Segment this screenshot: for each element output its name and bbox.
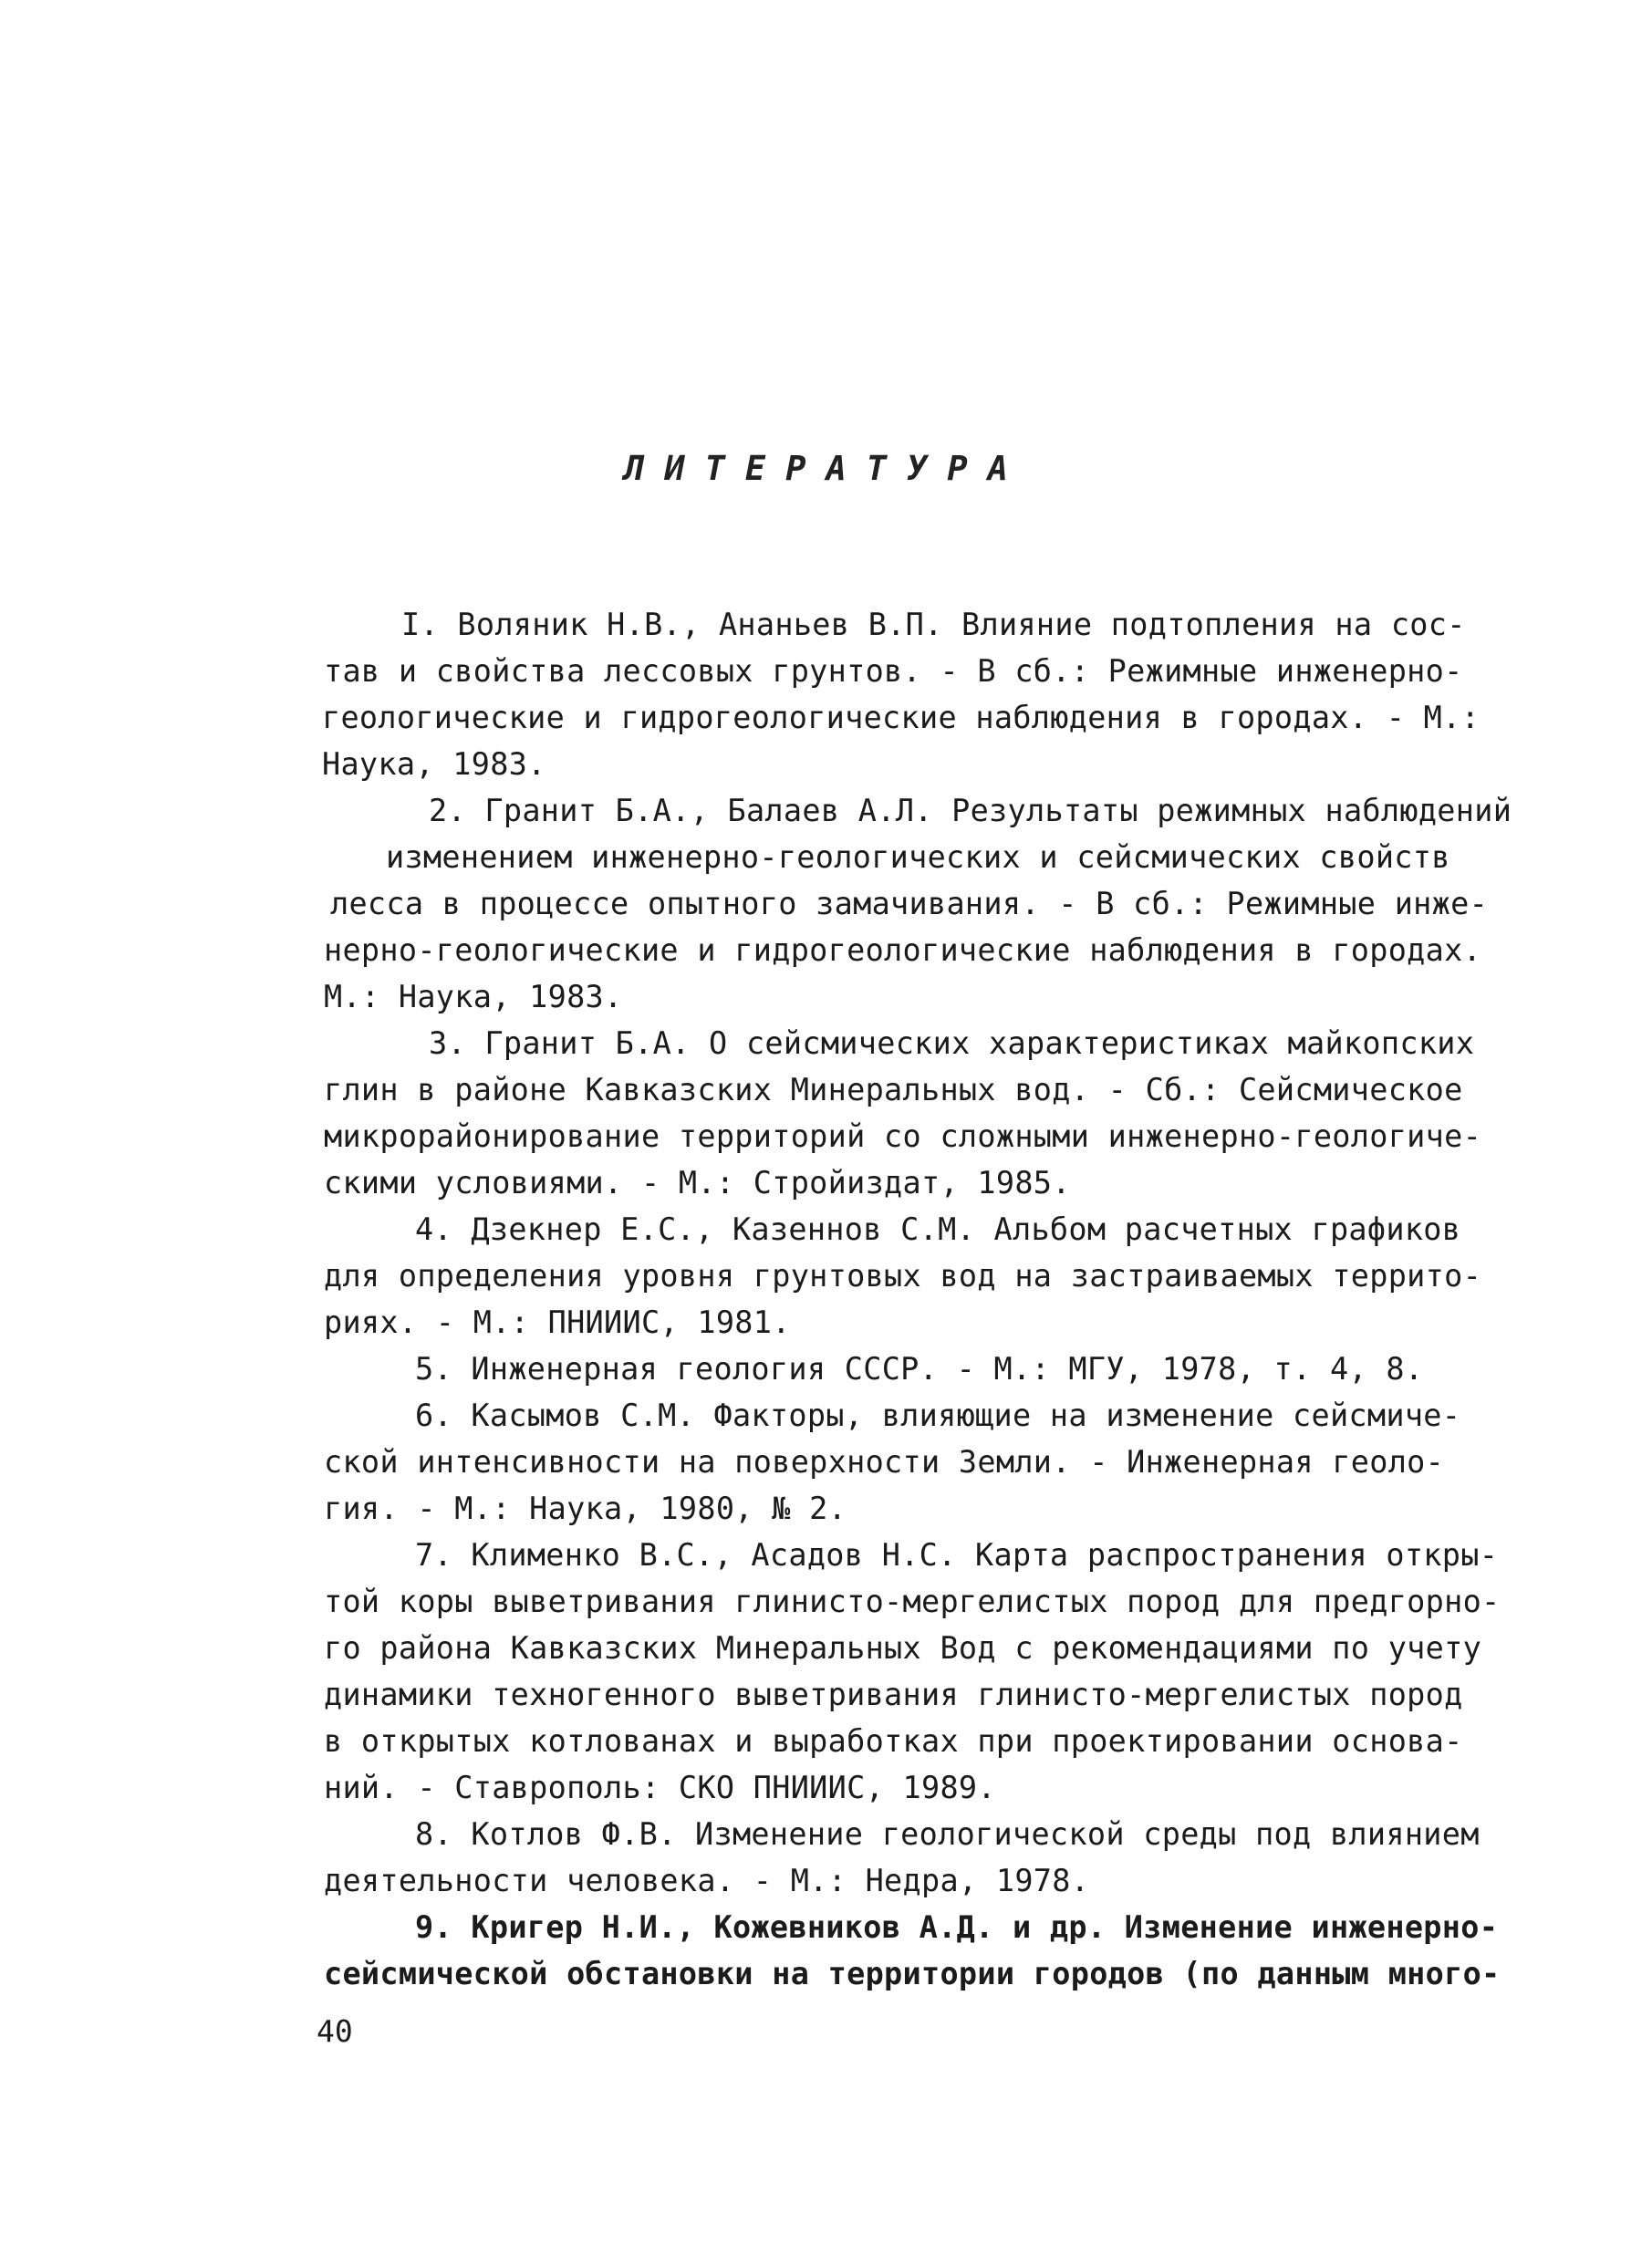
page-number: 40 xyxy=(317,2013,353,2049)
ref-line: для определения уровня грунтовых вод на застраиваемых террито- xyxy=(324,1258,1482,1294)
page-title: ЛИТЕРАТУРА xyxy=(624,449,1028,488)
ref-line: Наука, 1983. xyxy=(322,746,546,782)
ref-line: в открытых котлованах и выработках при проектировании основа- xyxy=(324,1723,1463,1759)
ref-line: той коры выветривания глинисто-мергелистых пород для предгорно- xyxy=(324,1584,1501,1619)
ref-line: сейсмической обстановки на территории городов (по данным много- xyxy=(324,1956,1501,1991)
ref-line: риях. - М.: ПНИИИС, 1981. xyxy=(324,1305,791,1340)
ref-line: глин в районе Кавказских Минеральных вод. - Сб.: Сейсмическое xyxy=(324,1072,1463,1107)
ref-line: лесса в процессе опытного замачивания. - В сб.: Режимные инже- xyxy=(330,886,1489,921)
ref-line: го района Кавказских Минеральных Вод с рекомендациями по учету xyxy=(324,1630,1482,1666)
ref-line: 7. Клименко В.С., Асадов Н.С. Карта распространения откры- xyxy=(415,1537,1499,1573)
ref-line: М.: Наука, 1983. xyxy=(324,979,623,1014)
ref-line: I. Воляник Н.В., Ананьев В.П. Влияние подтопления на сос- xyxy=(401,607,1466,642)
ref-line: гия. - М.: Наука, 1980, № 2. xyxy=(324,1491,847,1526)
ref-line: 3. Гранит Б.А. О сейсмических характеристиках майкопских xyxy=(429,1025,1475,1061)
ref-line: нерно-геологические и гидрогеологические наблюдения в городах. xyxy=(324,932,1482,968)
ref-line: тав и свойства лессовых грунтов. - В сб.: Режимные инженерно- xyxy=(324,653,1463,689)
ref-line: геологические и гидрогеологические наблюдения в городах. - М.: xyxy=(322,700,1481,735)
ref-line: динамики техногенного выветривания глинисто-мергелистых пород xyxy=(324,1677,1463,1712)
ref-line: ской интенсивности на поверхности Земли. - Инженерная геоло- xyxy=(324,1444,1445,1480)
ref-line: скими условиями. - М.: Стройиздат, 1985. xyxy=(324,1165,1071,1201)
ref-line: 5. Инженерная геология СССР. - М.: МГУ, 1978, т. 4, 8. xyxy=(415,1351,1424,1387)
ref-line: 9. Кригер Н.И., Кожевников А.Д. и др. Изменение инженерно- xyxy=(415,1909,1499,1945)
ref-line: ний. - Ставрополь: СКО ПНИИИС, 1989. xyxy=(324,1770,996,1805)
ref-line: изменением инженерно-геологических и сейсмических свойств xyxy=(386,839,1450,875)
ref-line: 4. Дзекнер Е.С., Казеннов С.М. Альбом расчетных графиков xyxy=(415,1211,1461,1247)
ref-line: микрорайонирование территорий со сложными инженерно-геологиче- xyxy=(324,1118,1482,1154)
ref-line: 2. Гранит Б.А., Балаев А.Л. Результаты режимных наблюдений xyxy=(429,793,1512,828)
ref-line: деятельности человека. - М.: Недра, 1978. xyxy=(324,1863,1090,1898)
ref-line: 6. Касымов С.М. Факторы, влияющие на изменение сейсмиче- xyxy=(415,1398,1461,1433)
ref-line: 8. Котлов Ф.В. Изменение геологической среды под влиянием xyxy=(415,1816,1480,1852)
